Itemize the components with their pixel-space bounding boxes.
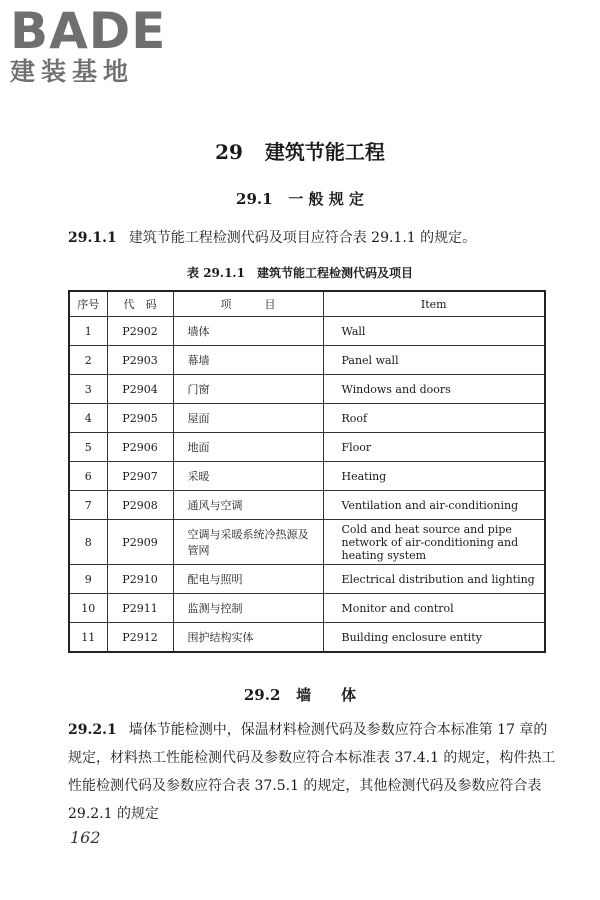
cell-code: P2905 [107,404,173,433]
logo [10,2,180,86]
cell-index: 9 [69,565,107,594]
section-number: 29.2 [243,686,281,704]
cell-item-en: Roof [323,404,545,433]
table-row [69,594,545,623]
detection-code-table [68,290,546,653]
chapter-number: 29 [215,140,243,164]
cell-item: 采暖 [173,462,323,491]
table-row [69,375,545,404]
cell-index: 10 [69,594,107,623]
section-number: 29.1 [236,190,273,208]
section-heading-1 [0,188,600,209]
table-row [69,520,545,565]
section-heading-2 [0,684,600,705]
clause-text: 墙体节能检测中，保温材料检测代码及参数应符合本标准第 17 章的规定，材料热工性能检测代码及参数应符合本标准表 37.4.1 的规定，构件热工性能检测代码及参数应符合表 37.5.1 的规定，其他检测代码及参数应符合表 29.2.1 的规定 [68,722,556,822]
cell-code: P2912 [107,623,173,653]
chapter-title: 建筑节能工程 [264,140,385,164]
cell-index: 5 [69,433,107,462]
logo-subtitle: 建装基地 [10,57,135,86]
cell-item-en: Windows and doors [323,375,545,404]
cell-code: P2908 [107,491,173,520]
cell-code: P2907 [107,462,173,491]
cell-index: 3 [69,375,107,404]
cell-item: 通风与空调 [173,491,323,520]
cell-item: 监测与控制 [173,594,323,623]
clause-text: 建筑节能工程检测代码及项目应符合表 29.1.1 的规定。 [128,230,477,246]
table-header-row [69,291,545,317]
cell-code: P2910 [107,565,173,594]
cell-code: P2903 [107,346,173,375]
cell-item: 空调与采暖系统冷热源及管网 [173,520,323,565]
cell-item-en: Wall [323,317,545,346]
cell-code: P2902 [107,317,173,346]
cell-index: 7 [69,491,107,520]
table-row [69,433,545,462]
cell-index: 8 [69,520,107,565]
clause-29-1-1 [68,224,558,252]
cell-code: P2911 [107,594,173,623]
cell-index: 6 [69,462,107,491]
table-row [69,565,545,594]
clause-number: 29.2.1 [68,722,117,738]
cell-item: 幕墙 [173,346,323,375]
table-row [69,491,545,520]
cell-item-en: Panel wall [323,346,545,375]
table-row [69,317,545,346]
cell-index: 4 [69,404,107,433]
header-item-en: Item [323,291,545,317]
table-caption: 表 29.1.1 建筑节能工程检测代码及项目 [187,266,413,280]
cell-item: 配电与照明 [173,565,323,594]
page-number: 162 [70,828,101,847]
header-item: 项 目 [173,291,323,317]
table-row [69,404,545,433]
cell-item-en: Floor [323,433,545,462]
cell-index: 1 [69,317,107,346]
header-code: 代 码 [107,291,173,317]
cell-item-en: Heating [323,462,545,491]
cell-item: 门窗 [173,375,323,404]
table-row [69,623,545,653]
clause-29-2-1 [68,716,558,828]
table-row [69,346,545,375]
cell-item: 地面 [173,433,323,462]
cell-item-en: Building enclosure entity [323,623,545,653]
cell-index: 2 [69,346,107,375]
cell-item: 围护结构实体 [173,623,323,653]
cell-item: 屋面 [173,404,323,433]
cell-item-en: Monitor and control [323,594,545,623]
header-index: 序号 [69,291,107,317]
cell-index: 11 [69,623,107,653]
cell-code: P2909 [107,520,173,565]
table-row [69,462,545,491]
cell-code: P2904 [107,375,173,404]
section-title: 一 般 规 定 [288,190,364,208]
chapter-heading [0,136,600,165]
cell-item: 墙体 [173,317,323,346]
clause-number: 29.1.1 [68,230,117,246]
cell-item-en: Cold and heat source and pipe network of air-conditioning and heating system [323,520,545,565]
cell-item-en: Electrical distribution and lighting [323,565,545,594]
cell-code: P2906 [107,433,173,462]
cell-item-en: Ventilation and air-conditioning [323,491,545,520]
section-title: 墙 体 [296,686,357,704]
logo-brand: BADE [10,2,167,60]
